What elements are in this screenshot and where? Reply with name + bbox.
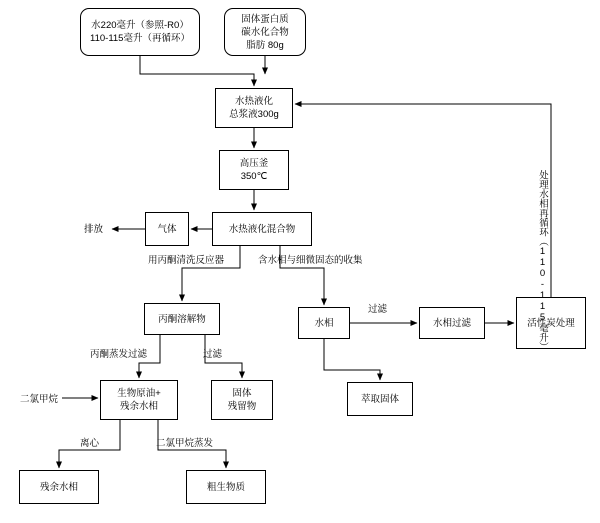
edge-label-filter-aqueous: 过滤 (368, 304, 388, 315)
node-aqueous-filtrate (419, 307, 485, 339)
node-acetone-dissolved-line-0: 丙酮溶解物 (158, 313, 206, 325)
node-biocrude (100, 380, 178, 420)
node-slurry (215, 88, 293, 128)
edge-label-discharge: 排放 (84, 224, 104, 235)
node-water-input (80, 8, 200, 56)
node-water-input-line-1: 110-115毫升（再循环） (90, 33, 190, 44)
node-biocrude-line-1: 残余水相 (119, 401, 158, 412)
node-gas (145, 212, 189, 246)
node-acetone-dissolved (144, 303, 220, 335)
node-water-input-line-0: 水220毫升（参照-R0） (91, 20, 189, 31)
edge-label-acetone-evaporation-filter: 丙酮蒸发过滤 (90, 349, 148, 360)
node-residual-aqueous-line-0: 残余水相 (39, 481, 78, 493)
edge-label-acetone-wash: 用丙酮清洗反应器 (148, 255, 225, 266)
node-feedstock (224, 8, 306, 56)
edge-label-dichloromethane: 二氯甲烷 (20, 394, 59, 405)
node-extracted-solid-line-0: 萃取固体 (360, 393, 399, 405)
node-solid-residue-line-1: 残留物 (227, 401, 257, 412)
node-aqueous-phase-line-0: 水相 (314, 317, 334, 329)
edge-label-filter-solid: 过滤 (203, 349, 223, 360)
edge-label-treated-water-recycle: 处理水相再循环（110-115毫升） (537, 170, 548, 352)
node-crude-biomass-line-0: 粗生物质 (206, 481, 245, 493)
edge-label-aqueous-collection: 含水相与细微固态的收集 (258, 255, 363, 266)
edge-label-dichloromethane-evaporation: 二氯甲烷蒸发 (156, 438, 214, 449)
node-feedstock-line-0: 固体蛋白质 (241, 13, 289, 25)
node-htl-mixture-line-0: 水热液化混合物 (228, 223, 296, 235)
node-feedstock-line-1: 碳水化合物 (241, 26, 289, 38)
node-biocrude-line-0: 生物原油+ (117, 388, 161, 399)
node-slurry-line-1: 总浆液300g (229, 109, 279, 120)
node-autoclave-line-0: 高压釜 (239, 158, 269, 169)
node-aqueous-filtrate-line-0: 水相过滤 (432, 317, 471, 329)
node-activated-carbon-line-0: 活性炭处理 (527, 317, 575, 329)
node-solid-residue (211, 380, 273, 420)
node-residual-aqueous (19, 470, 99, 504)
node-autoclave (219, 150, 289, 190)
node-slurry-line-0: 水热液化 (234, 96, 273, 107)
node-gas-line-0: 气体 (157, 223, 177, 235)
node-autoclave-line-1: 350℃ (240, 171, 268, 182)
node-solid-residue-line-0: 固体 (232, 388, 252, 399)
node-activated-carbon (516, 297, 586, 349)
edge-label-centrifuge: 离心 (80, 438, 100, 449)
node-htl-mixture (212, 212, 312, 246)
node-crude-biomass (186, 470, 266, 504)
node-feedstock-line-2: 脂肪 80g (246, 39, 284, 51)
node-extracted-solid (347, 382, 413, 416)
node-aqueous-phase (298, 307, 350, 339)
